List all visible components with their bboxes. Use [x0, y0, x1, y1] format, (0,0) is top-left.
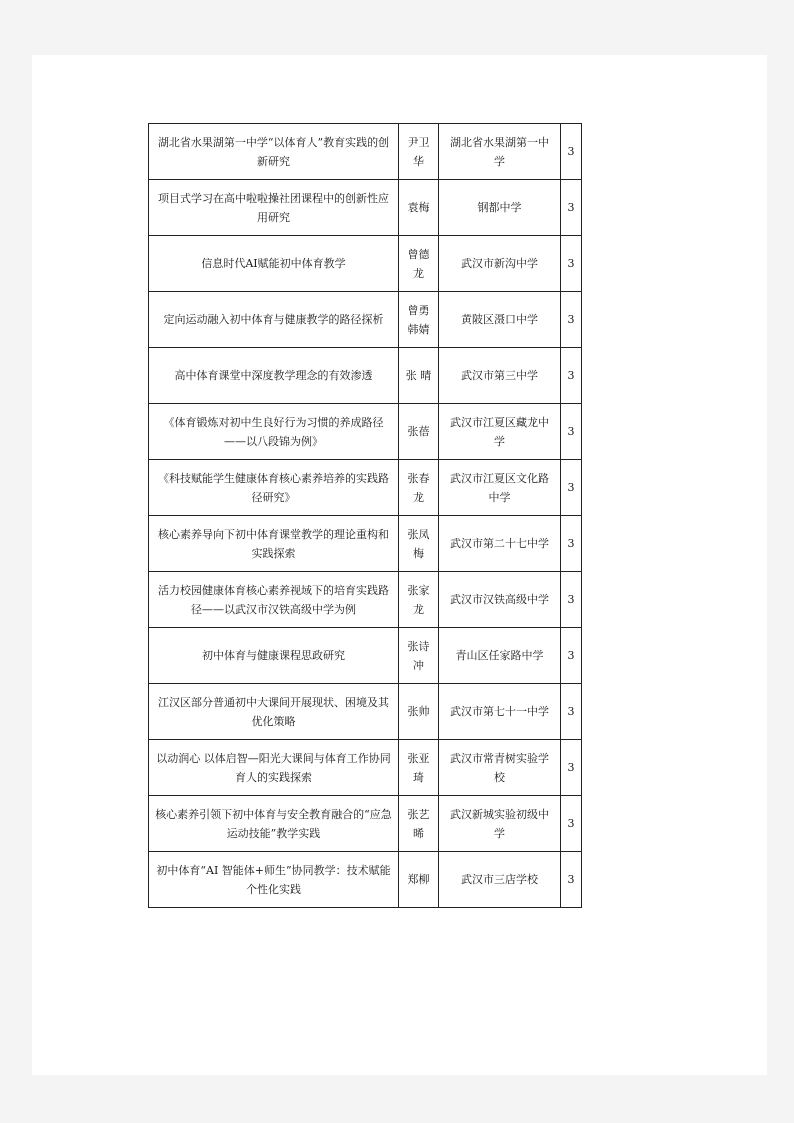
- count-cell: 3: [561, 404, 582, 460]
- author-name: 郑柳: [407, 873, 430, 886]
- author-name: 韩婧: [407, 322, 430, 336]
- author-name: 曾德龙: [407, 247, 430, 280]
- school-cell: 湖北省水果湖第一中学: [439, 124, 561, 180]
- project-title-cell: 湖北省水果湖第一中学“以体育人”教育实践的创新研究: [149, 124, 399, 180]
- table-row: [149, 796, 582, 852]
- project-title-cell: 江汉区部分普通初中大课间开展现状、困境及其优化策略: [149, 684, 399, 740]
- project-title-cell: 信息时代AI赋能初中体育教学: [149, 236, 399, 292]
- project-title-cell: 初中体育“AI 智能体+师生”协同教学：技术赋能个性化实践: [149, 852, 399, 908]
- author-cell: [399, 796, 439, 852]
- project-title-cell: 核心素养导向下初中体育课堂教学的理论重构和实践探索: [149, 516, 399, 572]
- project-title-cell: 项目式学习在高中啦啦操社团课程中的创新性应用研究: [149, 180, 399, 236]
- author-name: 张蓓: [407, 425, 430, 438]
- table-row: [149, 292, 582, 348]
- school-cell: 黄陂区滠口中学: [439, 292, 561, 348]
- author-name: 张春龙: [407, 471, 430, 504]
- author-cell: [399, 404, 439, 460]
- table-row: [149, 684, 582, 740]
- author-cell: [399, 236, 439, 292]
- author-cell: [399, 180, 439, 236]
- author-cell: [399, 740, 439, 796]
- count-cell: 3: [561, 516, 582, 572]
- table-row: [149, 404, 582, 460]
- author-name: 张亚琦: [407, 751, 430, 784]
- project-title-cell: 活力校园健康体育核心素养视域下的培育实践路径——以武汉市汉铁高级中学为例: [149, 572, 399, 628]
- school-cell: 钢都中学: [439, 180, 561, 236]
- project-title-cell: 高中体育课堂中深度教学理念的有效渗透: [149, 348, 399, 404]
- school-cell: 武汉市第七十一中学: [439, 684, 561, 740]
- author-name: 张诗冲: [407, 639, 430, 672]
- table-row: [149, 236, 582, 292]
- table-row: [149, 460, 582, 516]
- author-name: 曾勇: [407, 303, 430, 317]
- table-body: [149, 124, 582, 908]
- project-title-cell: 《科技赋能学生健康体育核心素养培养的实践路径研究》: [149, 460, 399, 516]
- table-row: [149, 348, 582, 404]
- author-cell: [399, 628, 439, 684]
- count-cell: 3: [561, 180, 582, 236]
- author-cell: [399, 348, 439, 404]
- author-name: 张家龙: [407, 583, 430, 616]
- author-name: 尹卫华: [407, 135, 430, 168]
- project-title-cell: 核心素养引领下初中体育与安全教育融合的“应急运动技能”教学实践: [149, 796, 399, 852]
- count-cell: 3: [561, 572, 582, 628]
- school-cell: 武汉市江夏区文化路中学: [439, 460, 561, 516]
- table-row: [149, 180, 582, 236]
- table-row: [149, 740, 582, 796]
- count-cell: 3: [561, 460, 582, 516]
- count-cell: 3: [561, 740, 582, 796]
- author-cell: [399, 292, 439, 348]
- count-cell: 3: [561, 292, 582, 348]
- author-name: 张帅: [407, 705, 430, 718]
- school-cell: 武汉新城实验初级中学: [439, 796, 561, 852]
- author-cell: [399, 684, 439, 740]
- table-row: [149, 124, 582, 180]
- count-cell: 3: [561, 684, 582, 740]
- author-cell: [399, 516, 439, 572]
- school-cell: 武汉市新沟中学: [439, 236, 561, 292]
- school-cell: 武汉市第二十七中学: [439, 516, 561, 572]
- school-cell: 武汉市三店学校: [439, 852, 561, 908]
- project-title-cell: 以动润心 以体启智—阳光大课间与体育工作协同育人的实践探索: [149, 740, 399, 796]
- author-cell: [399, 124, 439, 180]
- table-row: [149, 852, 582, 908]
- author-cell: [399, 572, 439, 628]
- project-title-cell: 《体育锻炼对初中生良好行为习惯的养成路径——以八段锦为例》: [149, 404, 399, 460]
- school-cell: 武汉市江夏区藏龙中学: [439, 404, 561, 460]
- award-table: [148, 123, 582, 908]
- count-cell: 3: [561, 796, 582, 852]
- author-cell: [399, 852, 439, 908]
- school-cell: 武汉市汉铁高级中学: [439, 572, 561, 628]
- count-cell: 3: [561, 124, 582, 180]
- author-cell: [399, 460, 439, 516]
- table-row: [149, 516, 582, 572]
- project-title-cell: 定向运动融入初中体育与健康教学的路径探析: [149, 292, 399, 348]
- count-cell: 3: [561, 236, 582, 292]
- author-name: 张凤梅: [407, 527, 430, 560]
- author-name: 张艺晞: [407, 807, 430, 840]
- author-name: 张 晴: [405, 369, 432, 382]
- count-cell: 3: [561, 852, 582, 908]
- count-cell: 3: [561, 628, 582, 684]
- table-row: [149, 572, 582, 628]
- school-cell: 青山区任家路中学: [439, 628, 561, 684]
- table-row: [149, 628, 582, 684]
- author-name: 袁梅: [407, 201, 430, 214]
- school-cell: 武汉市常青树实验学 校: [439, 740, 561, 796]
- school-cell: 武汉市第三中学: [439, 348, 561, 404]
- project-title-cell: 初中体育与健康课程思政研究: [149, 628, 399, 684]
- count-cell: 3: [561, 348, 582, 404]
